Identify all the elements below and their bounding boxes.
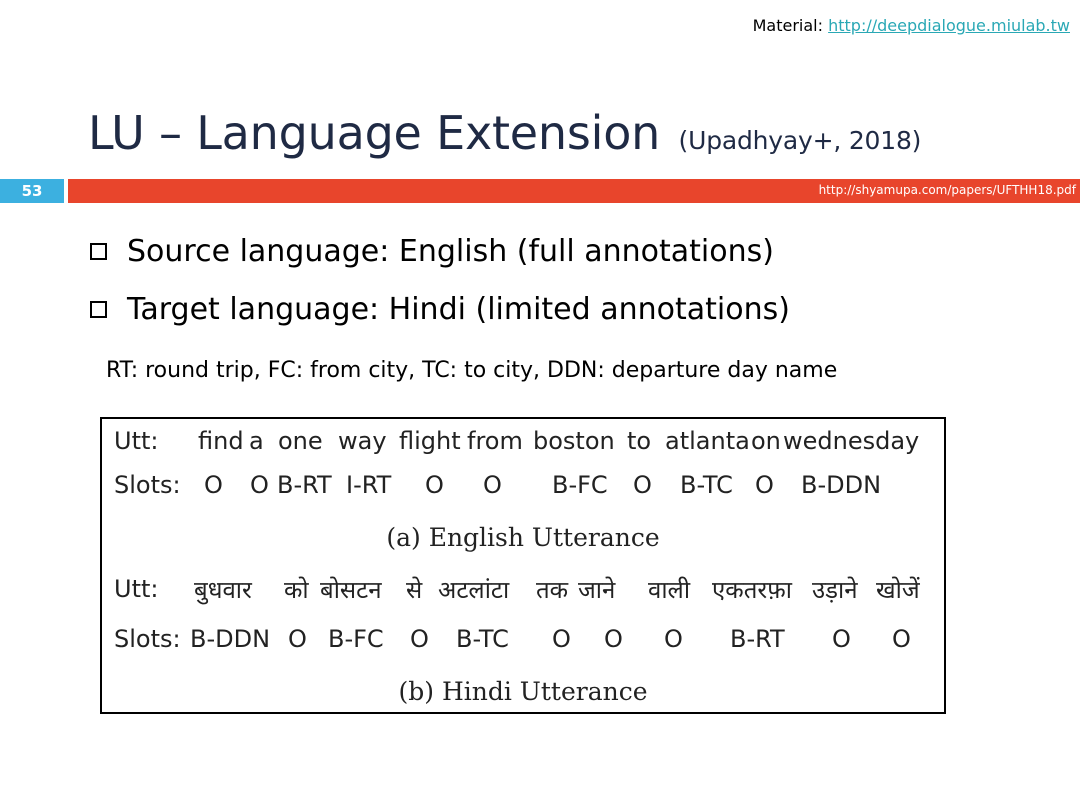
hindi-word: बुधवार [194,576,252,604]
english-slot: O [633,471,652,499]
material-credit [753,16,1070,35]
hindi-word: बोसटन [320,576,382,604]
hindi-slot: O [892,625,911,653]
slide-number: 53 [0,179,64,203]
hindi-word: एकतरफ़ा [712,576,792,604]
english-slot: I-RT [346,471,392,499]
english-slot: B-TC [680,471,733,499]
hindi-word: तक [536,576,569,604]
bullet-text: Source language: English (full annotations) [127,233,774,269]
hindi-slot: O [288,625,307,653]
hindi-slot: O [604,625,623,653]
english-word: from [467,427,523,455]
english-slot: B-DDN [801,471,882,499]
english-word: flight [399,427,461,455]
bullet-item [88,280,790,338]
hindi-word: खोजें [876,576,920,604]
english-word: atlanta [665,427,750,455]
english-word: one [278,427,323,455]
english-slot: O [755,471,774,499]
hindi-word: से [406,576,423,604]
english-slot: O [250,471,269,499]
title-bar [68,179,1080,203]
slide-title [88,106,921,160]
slide-title-main: LU – Language Extension [88,106,661,160]
english-word: wednesday [783,427,920,455]
hindi-utt-label: Utt: [114,575,159,603]
english-slots-label: Slots: [114,471,181,499]
english-slot: O [204,471,223,499]
hindi-slot: B-TC [456,625,509,653]
english-slot: O [483,471,502,499]
material-label: Material: [752,16,823,35]
hindi-word: को [284,576,309,604]
utterance-figure [100,417,946,714]
english-caption: (a) English Utterance [386,523,660,552]
hindi-slots-label: Slots: [114,625,181,653]
english-word: way [338,427,387,455]
bullet-text: Target language: Hindi (limited annotations) [127,291,790,327]
bullet-list [88,222,790,338]
bullet-item [88,222,790,280]
english-slot: B-RT [277,471,332,499]
english-word: a [249,427,264,455]
english-slot: B-FC [552,471,608,499]
slot-legend: RT: round trip, FC: from city, TC: to city, DDN: departure day name [106,358,838,383]
hindi-word: जाने [578,576,616,604]
material-link[interactable]: http://deepdialogue.miulab.tw [828,16,1070,35]
paper-url[interactable]: http://shyamupa.com/papers/UFTHH18.pdf [818,183,1076,197]
english-word: boston [533,427,615,455]
hindi-slot: B-FC [328,625,384,653]
english-word: on [751,427,781,455]
english-slot: O [425,471,444,499]
hindi-slot: O [664,625,683,653]
hindi-word: अटलांटा [438,576,510,604]
hindi-slot: B-DDN [190,625,271,653]
hindi-slot: O [832,625,851,653]
square-bullet-icon [90,243,107,260]
english-utt-label: Utt: [114,427,159,455]
english-word: find [198,427,244,455]
square-bullet-icon [90,301,107,318]
hindi-slot: O [410,625,429,653]
hindi-word: उड़ाने [812,576,858,604]
hindi-word: वाली [648,576,691,604]
english-word: to [627,427,652,455]
hindi-slot: O [552,625,571,653]
hindi-slot: B-RT [730,625,785,653]
slide-title-citation: (Upadhyay+, 2018) [678,126,922,155]
hindi-caption: (b) Hindi Utterance [398,677,648,706]
